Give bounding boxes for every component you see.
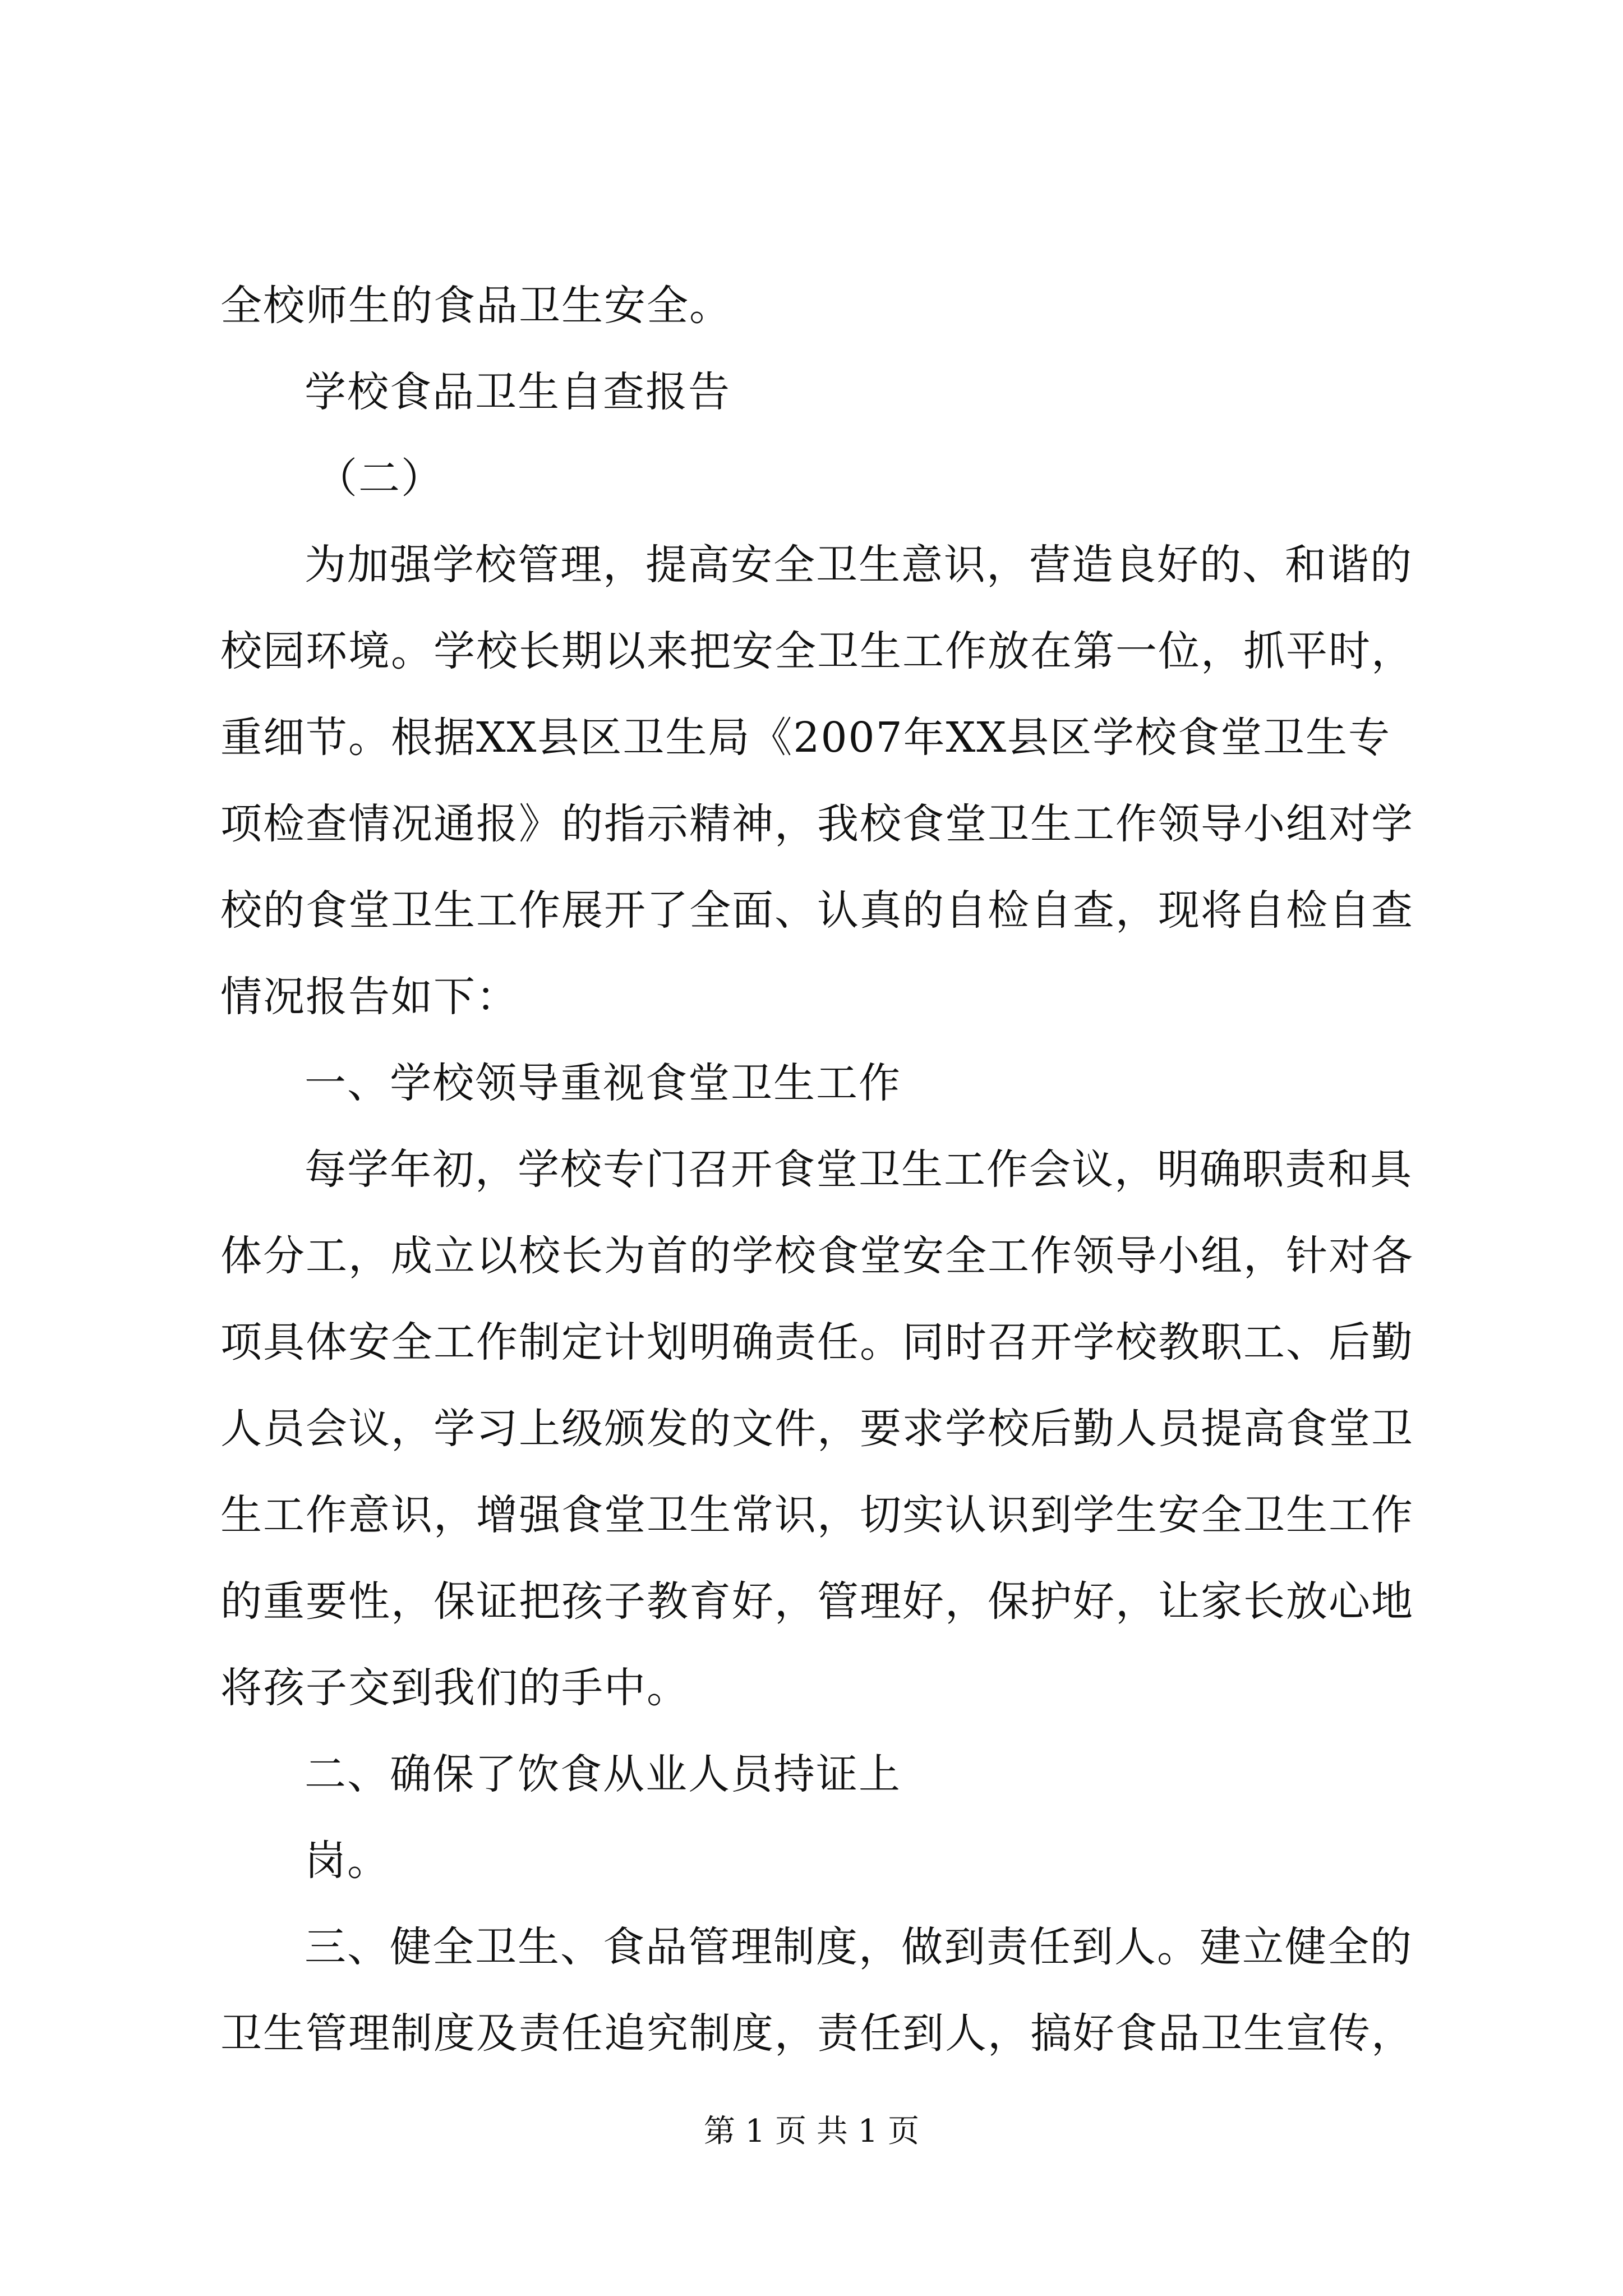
text-line: 项具体安全工作制定计划明确责任。同时召开学校教职工、后勤 (220, 1318, 1414, 1366)
text-line: 每学年初，学校专门召开食堂卫生工作会议，明确职责和具 (305, 1145, 1413, 1194)
text-line: 为加强学校管理，提高安全卫生意识，营造良好的、和谐的 (305, 541, 1413, 589)
text-line: 卫生管理制度及责任追究制度，责任到人，搞好食品卫生宣传， (220, 2009, 1414, 2058)
text-line: 全校师生的食品卫生安全。 (220, 282, 732, 330)
report-title: 学校食品卫生自查报告 (305, 368, 731, 416)
text-line: 岗。 (305, 1837, 390, 1885)
section-heading: 一、学校领导重视食堂卫生工作 (305, 1059, 901, 1107)
text-line: 情况报告如下： (220, 973, 519, 1021)
section-heading: 二、确保了饮食从业人员持证上 (305, 1750, 901, 1798)
text-line: 人员会议，学习上级颁发的文件，要求学校后勤人员提高食堂卫 (220, 1405, 1414, 1453)
report-subtitle: （二） (316, 454, 444, 503)
text-line: 体分工，成立以校长为首的学校食堂安全工作领导小组，针对各 (220, 1232, 1414, 1280)
text-line: 项检查情况通报》的指示精神，我校食堂卫生工作领导小组对学 (220, 800, 1414, 848)
text-line: 校的食堂卫生工作展开了全面、认真的自检自查，现将自检自查 (220, 886, 1414, 935)
text-line: 重细节。根据XX县区卫生局《2007年XX县区学校食堂卫生专 (220, 714, 1391, 762)
section-heading: 三、健全卫生、食品管理制度，做到责任到人。建立健全的 (305, 1923, 1413, 1971)
text-line: 校园环境。学校长期以来把安全卫生工作放在第一位，抓平时， (220, 627, 1414, 675)
text-line: 的重要性，保证把孩子教育好，管理好，保护好，让家长放心地 (220, 1577, 1414, 1626)
page-footer: 第 1 页 共 1 页 (703, 2113, 920, 2150)
text-line: 生工作意识，增强食堂卫生常识，切实认识到学生安全卫生工作 (220, 1491, 1414, 1539)
body-text (220, 263, 1426, 2077)
text-line: 将孩子交到我们的手中。 (220, 1664, 689, 1712)
